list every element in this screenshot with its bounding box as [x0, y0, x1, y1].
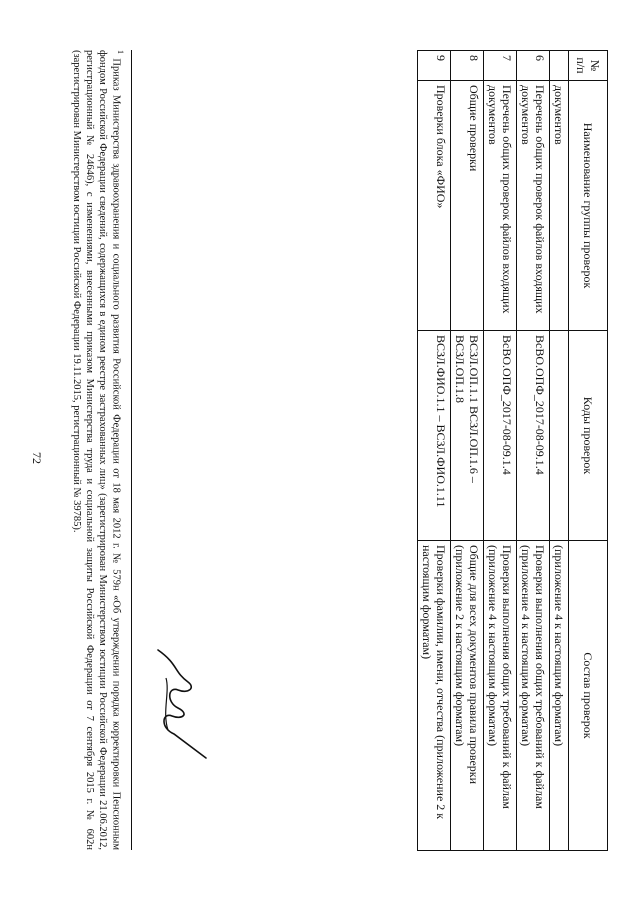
cell-num: 9 [418, 51, 451, 81]
rotated-page-content [60, 50, 620, 850]
cell-content: Проверки фамилии, имени, отчества (приложение 2 к настоящим форматам) [418, 541, 451, 851]
header-num: № п/п [569, 51, 608, 81]
header-content: Состав проверок [569, 541, 608, 851]
footnote [71, 50, 133, 850]
cell-content: Общие для всех документов правила проверки (приложение 2 к настоящим форматам) [451, 541, 484, 851]
footnote-marker: 1 [116, 50, 125, 54]
cell-codes: ВсВО.ОПФ_2017-08-09.1.4 [484, 331, 517, 541]
cell-group: Общие проверки [451, 81, 484, 331]
cell-codes: ВсВО.ОПФ_2017-08-09.1.4 [517, 331, 550, 541]
cell-content: Проверки выполнения общих требований к файлам (приложение 4 к настоящим форматам) [484, 541, 517, 851]
table-row [517, 51, 550, 851]
signature-image [138, 642, 218, 762]
cell-num: 8 [451, 51, 484, 81]
cell-num [550, 51, 569, 81]
header-group: Наименование группы проверок [569, 81, 608, 331]
cell-group: документов [550, 81, 569, 331]
table-row [418, 51, 451, 851]
cell-num: 7 [484, 51, 517, 81]
cell-group: Проверки блока «ФИО» [418, 81, 451, 331]
cell-group: Перечень общих проверок файлов входящих документов [517, 81, 550, 331]
page-number: 72 [30, 452, 44, 464]
table-header-row [569, 51, 608, 851]
table-row [550, 51, 569, 851]
checks-table [417, 50, 608, 851]
header-codes: Коды проверок [569, 331, 608, 541]
table-row [484, 51, 517, 851]
cell-codes: ВСЗЛ.ОП.1.1 ВСЗЛ.ОП.1.6 – ВСЗЛ.ОП.1.8 [451, 331, 484, 541]
cell-content: (приложение 4 к настоящим форматам) [550, 541, 569, 851]
cell-content: Проверки выполнения общих требований к файлам (приложение 4 к настоящим форматам) [517, 541, 550, 851]
cell-group: Перечень общих проверок файлов входящих документов [484, 81, 517, 331]
footnote-text: Приказ Министерства здравоохранения и социального развития Российской Федерации от 18 мая 2012 г. № 579н «Об утверждении порядка корректировки Пенсионным фондом Российской Федерации сведений, содержащихся в едином реестре застрахованных лиц» (зарегистрирован Министерством юстиции Российской Федерации 21.06.2012, регистрационный № 24646), с изменениями, внесенными приказом Министерства труда и социальной защиты Российской Федерации от 7 сентября 2015 г. № 602н (зарегистрирован Министерством юстиции Российской Федерации 19.11.2015, регистрационный № 39785). [71, 50, 122, 851]
cell-codes [550, 331, 569, 541]
cell-codes: ВСЗЛ.ФИО.1.1 – ВСЗЛ.ФИО.1.11 [418, 331, 451, 541]
cell-num: 6 [517, 51, 550, 81]
table-row [451, 51, 484, 851]
